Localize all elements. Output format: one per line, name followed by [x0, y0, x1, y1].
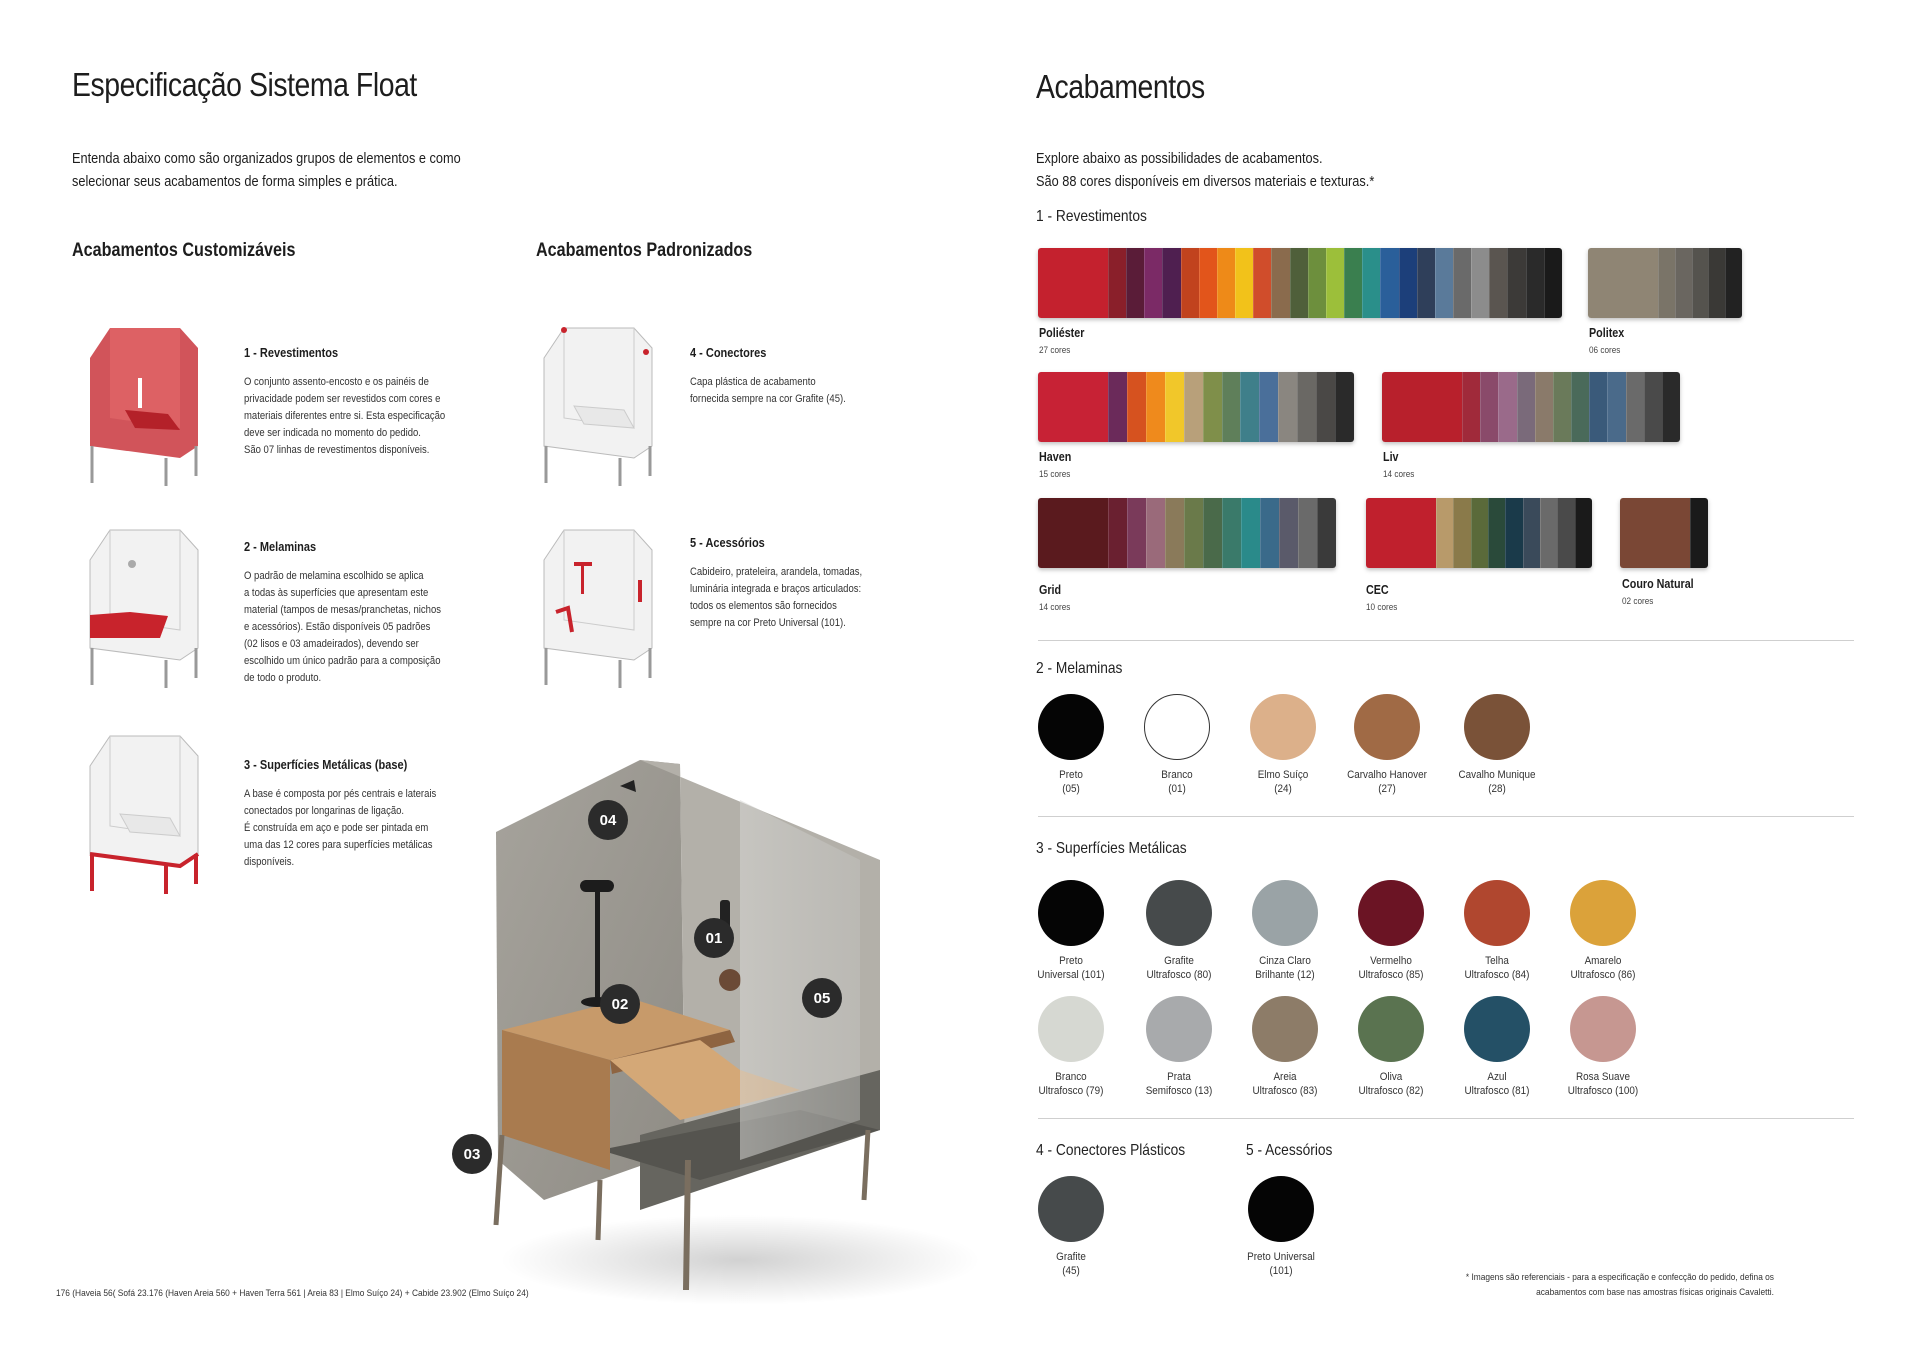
item-4-heading: 4 - Conectores: [690, 346, 767, 360]
left-page-title: Especificação Sistema Float: [72, 66, 417, 103]
swatch-melamina-label: Cavalho Munique (28): [1458, 769, 1536, 795]
swatch-metalica: [1336, 880, 1446, 982]
standard-finishes-heading: Acabamentos Padronizados: [536, 240, 753, 261]
swatch-melamina-color: [1144, 694, 1210, 760]
swatch-melamina: [1122, 694, 1232, 796]
fabric-name-cec: CEC: [1366, 583, 1389, 597]
swatch-metalica-label: Azul Ultrafosco (81): [1464, 1071, 1530, 1097]
fabric-name-grid: Grid: [1039, 583, 1062, 597]
swatch-melamina-label: Elmo Suíço (24): [1257, 769, 1309, 795]
swatch-metalica-label: Rosa Suave Ultrafosco (100): [1567, 1071, 1639, 1097]
booth-thumbnail-conectores: [534, 318, 664, 490]
item-5-heading: 5 - Acessórios: [690, 536, 765, 550]
fabric-name-liv: Liv: [1383, 450, 1399, 464]
swatch-metalica: [1442, 880, 1552, 982]
swatch-metalica-label: Preto Universal (101): [1037, 955, 1105, 981]
fabric-count-poliester: 27 cores: [1039, 345, 1071, 356]
swatch-strip-politex: [1588, 248, 1742, 318]
swatch-metalica-color: [1358, 880, 1424, 946]
swatch-conector: [1016, 1176, 1126, 1278]
swatch-melamina: [1442, 694, 1552, 796]
fabric-count-liv: 14 cores: [1383, 469, 1415, 480]
fabric-name-poliester: Poliéster: [1039, 326, 1085, 340]
custom-finishes-heading: Acabamentos Customizáveis: [72, 240, 296, 261]
fabric-count-grid: 14 cores: [1039, 602, 1071, 613]
swatch-melamina-label: Preto (05): [1059, 769, 1083, 795]
fabric-count-politex: 06 cores: [1589, 345, 1621, 356]
booth-thumbnail-superficies: [80, 726, 210, 898]
swatch-metalica: [1336, 996, 1446, 1098]
swatch-metalica-color: [1038, 880, 1104, 946]
swatch-metalica-color: [1464, 880, 1530, 946]
swatch-metalica: [1124, 996, 1234, 1098]
divider: [1038, 640, 1854, 641]
swatch-strip-poliester: [1038, 248, 1562, 318]
item-2-body: O padrão de melamina escolhido se aplica a todas às superfícies que apresentam este material (tampos de mesas/pranchetas, nichos e acessórios). Estão disponíveis 05 padrões (02 lisos e 03 amadeirados), devendo ser escolhido um único padrão para a composição de todo o produto.: [244, 570, 441, 684]
swatch-melamina-color: [1038, 694, 1104, 760]
right-intro: Explore abaixo as possibilidades de acabamentos. São 88 cores disponíveis em diversos materiais e texturas.*: [1036, 151, 1375, 190]
swatch-conector-label: Grafite (45): [1056, 1251, 1086, 1277]
swatch-melamina-color: [1464, 694, 1530, 760]
swatch-metalica-label: Telha Ultrafosco (84): [1464, 955, 1530, 981]
fabric-count-haven: 15 cores: [1039, 469, 1071, 480]
section-conectores-label: 4 - Conectores Plásticos: [1036, 1142, 1186, 1159]
item-2-heading: 2 - Melaminas: [244, 540, 317, 554]
swatch-melamina-label: Branco (01): [1161, 769, 1193, 795]
booth-thumbnail-revestimentos: [80, 318, 210, 490]
badge-02: 02: [600, 984, 640, 1024]
right-page-title: Acabamentos: [1036, 68, 1205, 105]
booth-thumbnail-melaminas: [80, 520, 210, 692]
float-booth-illustration: [440, 740, 980, 1310]
left-intro: Entenda abaixo como são organizados grupos de elementos e como selecionar seus acabamentos de forma simples e prática.: [72, 151, 461, 190]
item-3-body: A base é composta por pés centrais e laterais conectados por longarinas de ligação. É construída em aço e pode ser pintada em uma das 12 cores para superfícies metálicas disponíveis.: [244, 788, 437, 868]
section-melaminas-label: 2 - Melaminas: [1036, 660, 1123, 677]
swatch-metalica-label: Branco Ultrafosco (79): [1038, 1071, 1104, 1097]
swatch-metalica-label: Vermelho Ultrafosco (85): [1358, 955, 1424, 981]
swatch-metalica-color: [1038, 996, 1104, 1062]
swatch-melamina-label: Carvalho Hanover (27): [1347, 769, 1427, 795]
swatch-metalica: [1016, 996, 1126, 1098]
swatch-strip-liv: [1382, 372, 1680, 442]
item-1-heading: 1 - Revestimentos: [244, 346, 339, 360]
swatch-strip-haven: [1038, 372, 1354, 442]
swatch-metalica: [1230, 880, 1340, 982]
swatch-metalica: [1548, 996, 1658, 1098]
swatch-conector-color: [1038, 1176, 1104, 1242]
swatch-metalica-label: Grafite Ultrafosco (80): [1146, 955, 1212, 981]
swatch-metalica-label: Prata Semifosco (13): [1145, 1071, 1213, 1097]
footnote: * Imagens são referenciais - para a especificação e confecção do pedido, defina os acabamentos com base nas amostras físicas originais Cavaletti.: [1465, 1272, 1774, 1298]
swatch-strip-grid: [1038, 498, 1336, 568]
item-4-body: Capa plástica de acabamento fornecida sempre na cor Grafite (45).: [690, 376, 846, 405]
swatch-metalica-color: [1146, 996, 1212, 1062]
swatch-metalica-color: [1146, 880, 1212, 946]
swatch-metalica-color: [1570, 996, 1636, 1062]
swatch-melamina: [1016, 694, 1126, 796]
divider: [1038, 816, 1854, 817]
swatch-acessorio-label: Preto Universal (101): [1247, 1251, 1315, 1277]
swatch-melamina: [1228, 694, 1338, 796]
swatch-metalica: [1124, 880, 1234, 982]
section-metalicas-label: 3 - Superfícies Metálicas: [1036, 840, 1187, 857]
badge-01: 01: [694, 918, 734, 958]
swatch-melamina: [1332, 694, 1442, 796]
product-caption: 176 (Haveia 56( Sofá 23.176 (Haven Areia 560 + Haven Terra 561 | Areia 83 | Elmo Suíço 24) + Cabide 23.902 (Elmo Suíço 24): [56, 1288, 529, 1299]
badge-04: 04: [588, 800, 628, 840]
swatch-acessorio: [1226, 1176, 1336, 1278]
badge-03: 03: [452, 1134, 492, 1174]
fabric-count-cec: 10 cores: [1366, 602, 1398, 613]
fabric-name-haven: Haven: [1039, 450, 1072, 464]
swatch-metalica-label: Oliva Ultrafosco (82): [1358, 1071, 1424, 1097]
swatch-metalica-color: [1570, 880, 1636, 946]
swatch-metalica-color: [1358, 996, 1424, 1062]
fabric-count-couro-natural: 02 cores: [1622, 596, 1654, 607]
swatch-melamina-color: [1250, 694, 1316, 760]
item-5-body: Cabideiro, prateleira, arandela, tomadas, luminária integrada e braços articulados: todos os elementos são fornecidos sempre na cor Preto Universal (101).: [690, 566, 863, 629]
swatch-strip-cec: [1366, 498, 1592, 568]
swatch-metalica-label: Amarelo Ultrafosco (86): [1570, 955, 1636, 981]
swatch-metalica-color: [1252, 880, 1318, 946]
swatch-melamina-color: [1354, 694, 1420, 760]
swatch-metalica-color: [1252, 996, 1318, 1062]
item-1-body: O conjunto assento-encosto e os painéis de privacidade podem ser revestidos com cores e materiais diferentes entre si. Esta especificação deve ser indicada no momento do pedido. São 07 linhas de revestimentos disponíveis.: [244, 376, 446, 456]
item-3-heading: 3 - Superfícies Metálicas (base): [244, 758, 408, 772]
divider: [1038, 1118, 1854, 1119]
swatch-metalica-label: Areia Ultrafosco (83): [1252, 1071, 1318, 1097]
swatch-metalica-color: [1464, 996, 1530, 1062]
section-revestimentos-label: 1 - Revestimentos: [1036, 208, 1147, 225]
swatch-strip-couro-natural: [1620, 498, 1708, 568]
swatch-acessorio-color: [1248, 1176, 1314, 1242]
fabric-name-couro-natural: Couro Natural: [1622, 577, 1694, 591]
swatch-metalica: [1230, 996, 1340, 1098]
swatch-metalica: [1548, 880, 1658, 982]
swatch-metalica: [1016, 880, 1126, 982]
swatch-metalica: [1442, 996, 1552, 1098]
swatch-metalica-label: Cinza Claro Brilhante (12): [1255, 955, 1315, 981]
badge-05: 05: [802, 978, 842, 1018]
section-acessorios-label: 5 - Acessórios: [1246, 1142, 1333, 1159]
booth-thumbnail-acessorios: [534, 520, 664, 692]
fabric-name-politex: Politex: [1589, 326, 1625, 340]
